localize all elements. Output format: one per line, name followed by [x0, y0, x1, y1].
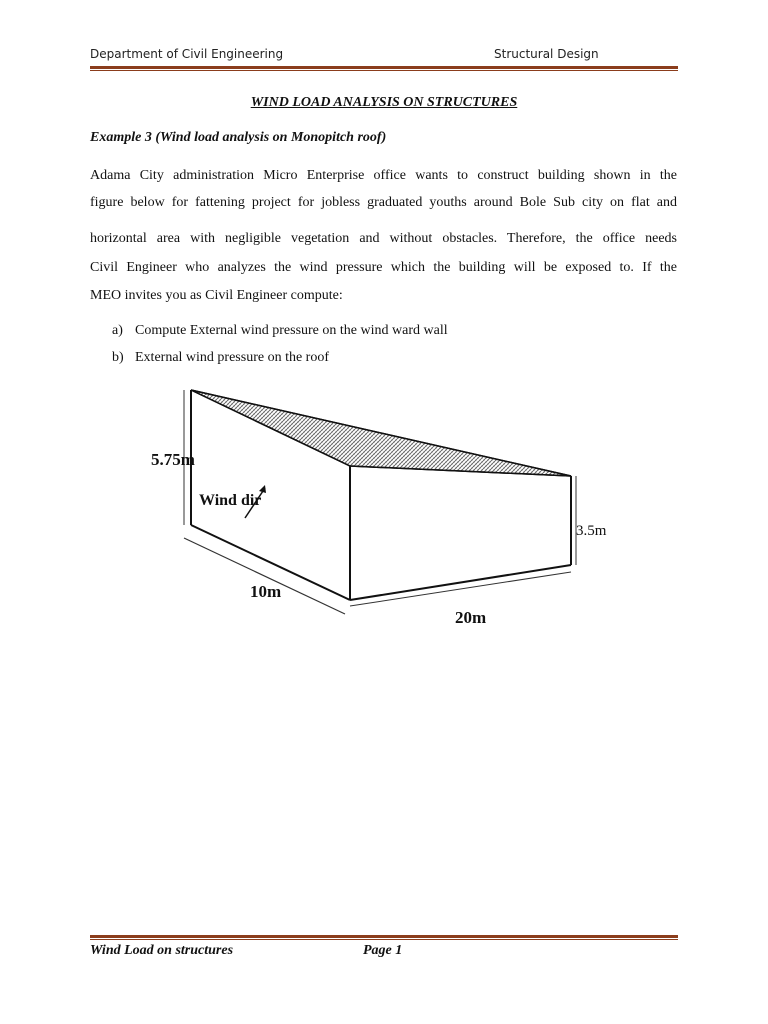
header-department: Department of Civil Engineering — [90, 47, 284, 61]
footer-rule-thin — [90, 939, 678, 940]
list-marker: b) — [112, 350, 124, 365]
list-marker: a) — [112, 323, 123, 338]
dimension-line — [350, 572, 571, 606]
dimension-line — [184, 538, 345, 614]
dim-label-length: 20m — [455, 608, 487, 627]
paragraph-line: Adama City administration Micro Enterprise office wants to construct building shown in the — [90, 168, 677, 183]
page-number: Page 1 — [363, 943, 403, 958]
dim-label-height-left: 5.75m — [151, 450, 195, 469]
dim-label-height-right: 3.5m — [576, 523, 607, 539]
paragraph-line: Civil Engineer who analyzes the wind pressure which the building will be exposed to. If the — [90, 260, 677, 275]
paragraph-line: figure below for fattening project for jobless graduated youths around Bole Sub city on flat and — [90, 195, 677, 210]
wind-direction-label: Wind dir — [199, 492, 262, 509]
list-text: External wind pressure on the roof — [135, 350, 329, 365]
paragraph-line: MEO invites you as Civil Engineer compute: — [90, 288, 343, 303]
example-heading: Example 3 (Wind load analysis on Monopitch roof) — [90, 130, 387, 145]
wall-edge — [350, 565, 571, 600]
header-course: Structural Design — [494, 47, 599, 61]
footer-title: Wind Load on structures — [90, 943, 234, 958]
paragraph-line: horizontal area with negligible vegetation and without obstacles. Therefore, the office needs — [90, 231, 677, 246]
dim-label-width: 10m — [250, 582, 282, 601]
footer-rule-thick — [90, 935, 678, 938]
list-text: Compute External wind pressure on the wind ward wall — [135, 323, 448, 338]
page-title: WIND LOAD ANALYSIS ON STRUCTURES — [250, 95, 518, 110]
